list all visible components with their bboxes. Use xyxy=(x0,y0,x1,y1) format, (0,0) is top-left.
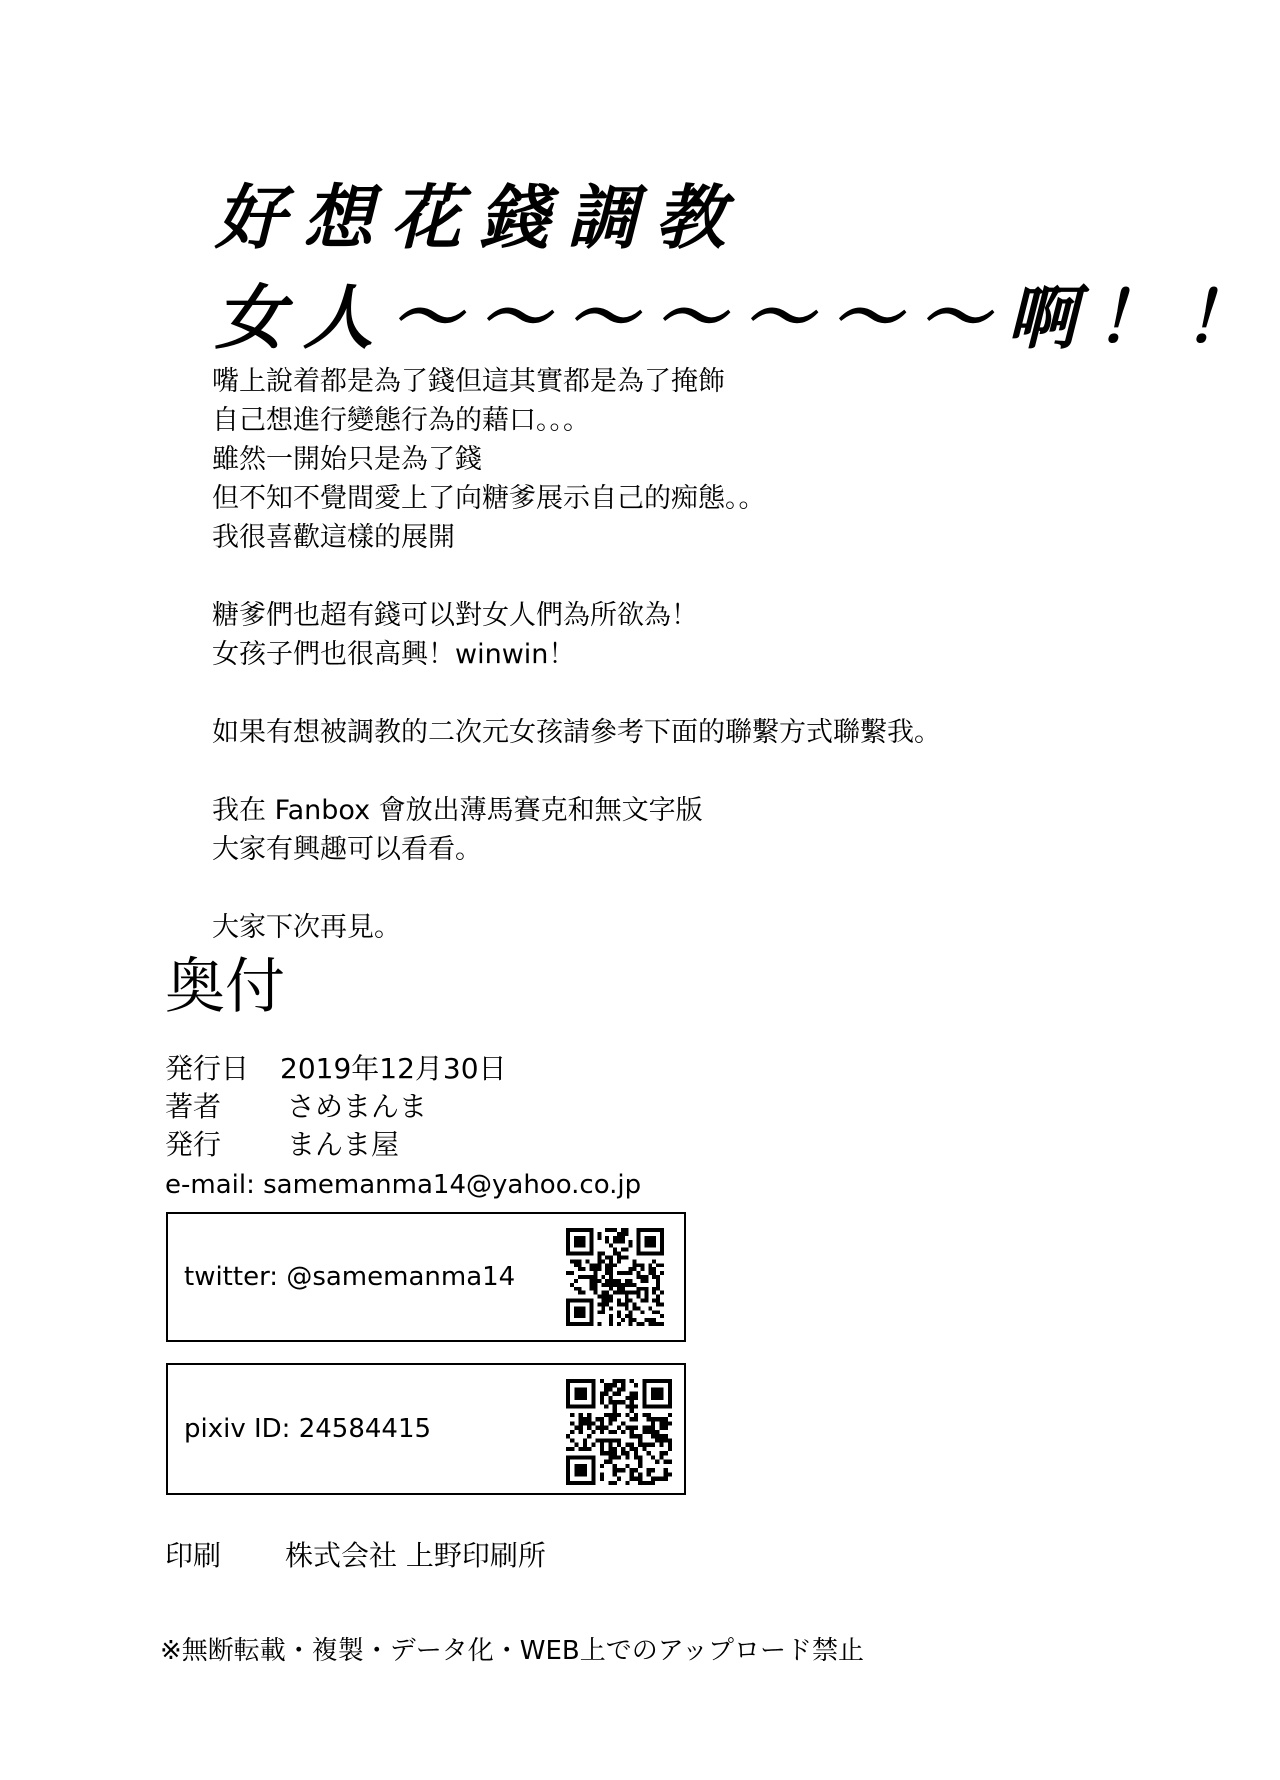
publish-date-label: 発行日 xyxy=(165,1052,250,1085)
publisher-label: 発行 xyxy=(165,1128,222,1161)
message-paragraph xyxy=(212,791,1112,869)
message-line: 大家有興趣可以看看。 xyxy=(212,834,482,865)
message-paragraph xyxy=(212,908,1112,947)
copyright-notice: ※無断転載・複製・データ化・WEB上でのアップロード禁止 xyxy=(160,1636,864,1666)
publish-date-value: 2019年12月30日 xyxy=(280,1052,507,1085)
message-line: 我很喜歡這樣的展開 xyxy=(212,522,455,553)
headline-line-1: 好想花錢調教 xyxy=(215,177,743,259)
message-paragraph xyxy=(212,362,1112,557)
message-line: 女孩子們也很高興！winwin！ xyxy=(212,639,576,670)
headline-line-2: 女人～～～～～～～啊！！ xyxy=(215,277,1271,359)
publish-date-row xyxy=(165,1050,507,1088)
message-paragraph xyxy=(212,596,1112,674)
qr-code-icon xyxy=(566,1228,664,1326)
twitter-handle: twitter: @samemanma14 xyxy=(184,1262,516,1292)
message-line: 糖爹們也超有錢可以對女人們為所欲為！ xyxy=(212,600,698,631)
author-row xyxy=(165,1088,427,1126)
message-line: 我在 Fanbox 會放出薄馬賽克和無文字版 xyxy=(212,795,703,826)
message-paragraph xyxy=(212,713,1112,752)
message-line: 大家下次再見。 xyxy=(212,912,401,943)
printer-value: 株式会社 上野印刷所 xyxy=(285,1539,546,1572)
message-line: 如果有想被調教的二次元女孩請參考下面的聯繫方式聯繫我。 xyxy=(212,717,941,748)
author-value: さめまんま xyxy=(287,1090,428,1123)
message-line: 雖然一開始只是為了錢 xyxy=(212,444,482,475)
email-row: e-mail: samemanma14@yahoo.co.jp xyxy=(165,1170,642,1200)
printer-label: 印刷 xyxy=(165,1539,222,1572)
message-line: 自己想進行變態行為的藉口。。。 xyxy=(212,405,590,436)
message-line: 嘴上說着都是為了錢但這其實都是為了掩飾 xyxy=(212,366,725,397)
author-label: 著者 xyxy=(165,1090,222,1123)
message-line: 但不知不覺間愛上了向糖爹展示自己的痴態。。 xyxy=(212,483,766,514)
publisher-row xyxy=(165,1126,399,1164)
pixiv-id: pixiv ID: 24584415 xyxy=(184,1414,432,1444)
qr-code-icon xyxy=(566,1379,672,1485)
printer-row xyxy=(165,1534,546,1574)
colophon-title: 奥付 xyxy=(165,952,285,1022)
message-body xyxy=(212,362,1112,986)
twitter-box xyxy=(166,1212,686,1342)
publisher-value: まんま屋 xyxy=(287,1128,400,1161)
pixiv-box xyxy=(166,1363,686,1495)
